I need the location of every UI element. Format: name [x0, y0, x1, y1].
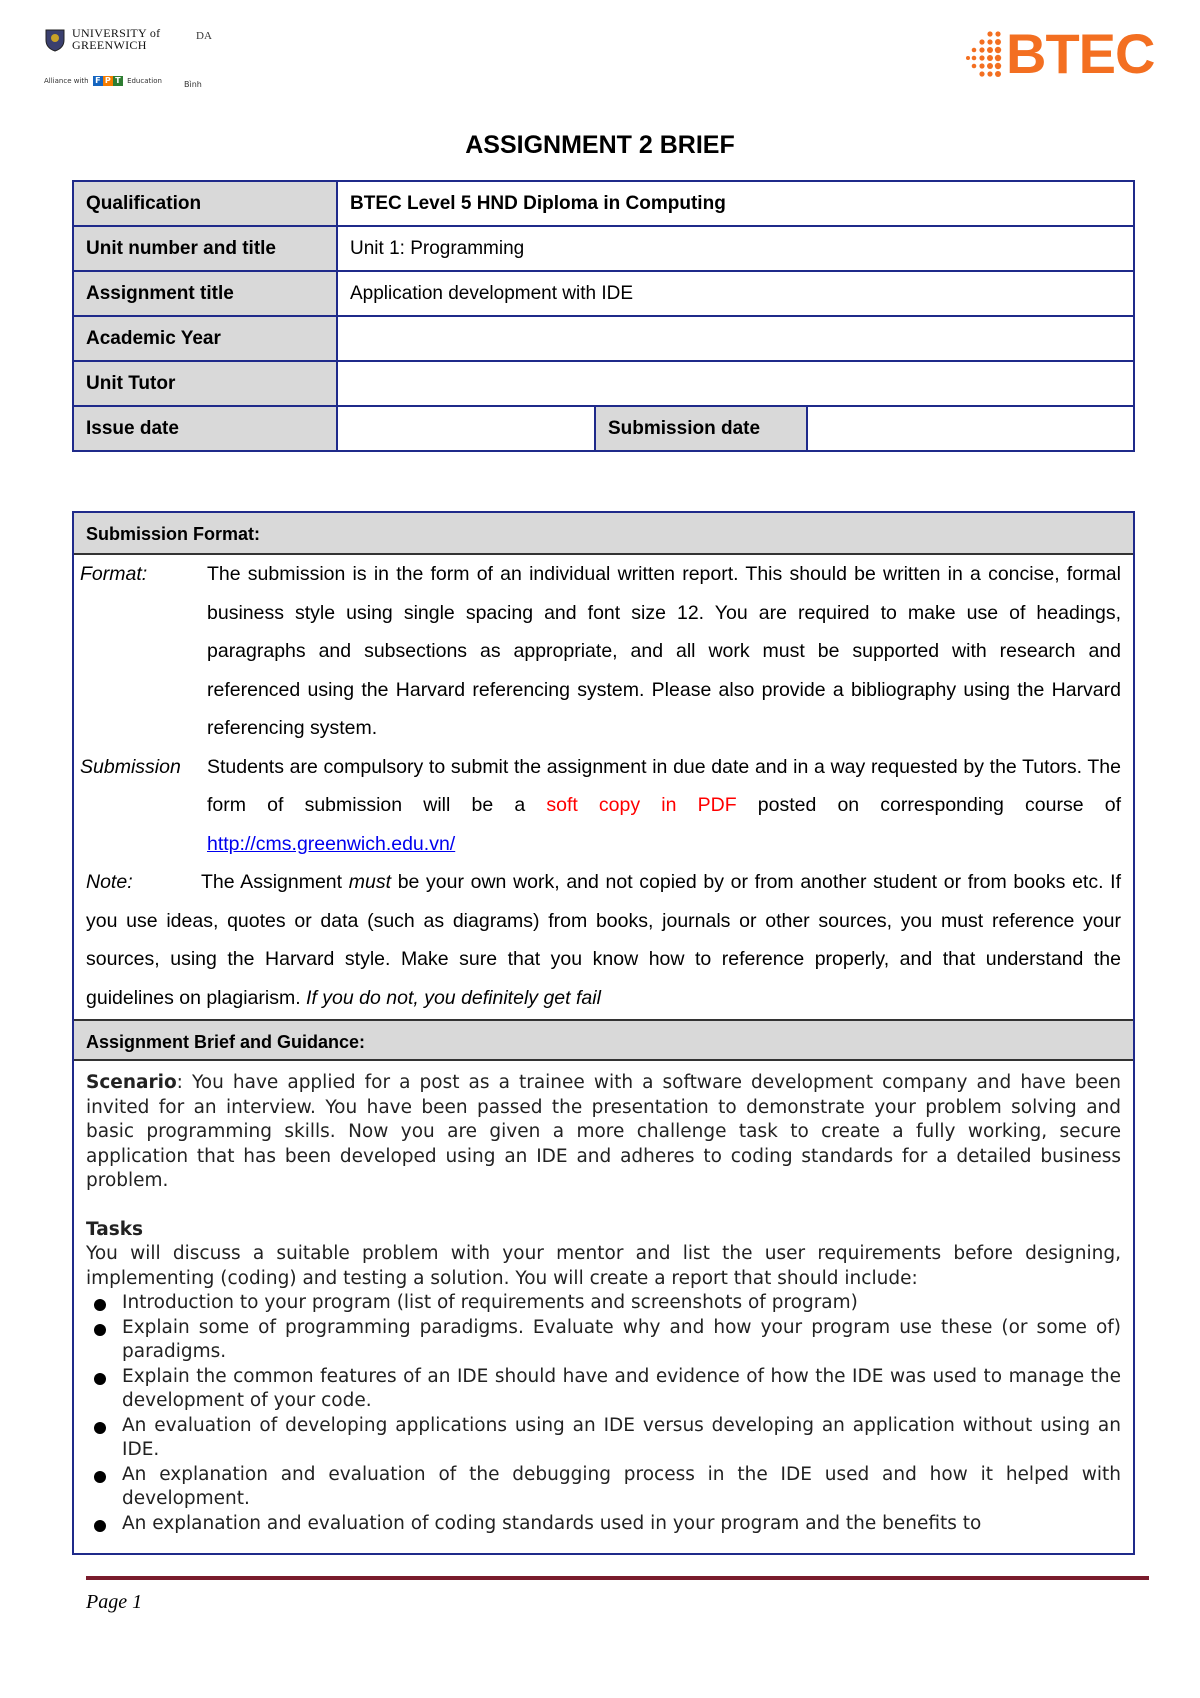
task-item: Introduction to your program (list of requirements and screenshots of program)	[86, 1291, 1121, 1316]
scenario-label: Scenario	[86, 1072, 177, 1093]
bullet-icon	[94, 1520, 106, 1532]
partner-tag-2: Bình	[184, 80, 202, 89]
bullet-icon	[94, 1299, 106, 1311]
info-row-dates	[73, 406, 1134, 451]
soft-copy-highlight: soft copy in PDF	[546, 794, 737, 816]
task-item: An explanation and evaluation of the debugging process in the IDE used and how it helped with development.	[86, 1463, 1121, 1512]
scenario-paragraph: Scenario: You have applied for a post as a trainee with a software development company and have been invited for an interview. You have been passed the presentation to demonstrate your problem solving and basic programming skills. Now you are given a more challenge task to create a fully working, secure application that has been developed using an IDE and adheres to coding standards for a detailed business problem.	[86, 1072, 1121, 1191]
fpt-alliance-line: Alliance with F P T Education	[44, 76, 162, 85]
page-title: ASSIGNMENT 2 BRIEF	[465, 131, 735, 159]
submission-row	[74, 748, 1133, 864]
btec-wordmark: BTEC	[1006, 22, 1155, 85]
task-item: An evaluation of developing applications using an IDE versus developing an application without using an IDE.	[86, 1414, 1121, 1463]
university-crest-icon	[44, 28, 66, 52]
page-number: Page 1	[86, 1591, 143, 1613]
issue-date-value	[337, 406, 595, 451]
submission-date-label: Submission date	[595, 406, 807, 451]
footer-divider	[86, 1576, 1149, 1580]
info-label: Qualification	[73, 181, 337, 226]
btec-logo	[964, 24, 1174, 88]
task-item: An explanation and evaluation of coding standards used in your program and the benefits to	[86, 1512, 1121, 1537]
info-row-unit	[73, 226, 1134, 271]
format-row	[74, 555, 1133, 748]
note-paragraph: Note: The Assignment must be your own work, and not copied by or from another student or from books etc. If you use ideas, quotes or data (such as diagrams) from books, journals or other sources, you must reference your sources, using the Harvard style. Make sure that you know how to reference properly, and that understand the guidelines on plagiarism. If you do not, you definitely get fail	[74, 863, 1133, 1017]
info-value: Application development with IDE	[337, 271, 1134, 316]
bullet-icon	[94, 1422, 106, 1434]
info-label: Unit number and title	[73, 226, 337, 271]
submission-date-value	[807, 406, 1134, 451]
info-row-unit-tutor	[73, 361, 1134, 406]
info-row-qualification	[73, 181, 1134, 226]
submission-format-section	[74, 555, 1133, 1017]
note-label: Note:	[86, 871, 133, 893]
info-row-assignment-title	[73, 271, 1134, 316]
task-item: Explain the common features of an IDE should have and evidence of how the IDE was used to manage the development of your code.	[86, 1365, 1121, 1414]
format-text: The submission is in the form of an individual written report. This should be written in a concise, formal business style using single spacing and font size 12. You are required to make use of headings, paragraphs and subsections as appropriate, and all work must be supported with research and referenced using the Harvard referencing system. Please also provide a bibliography using the Harvard referencing system.	[207, 563, 1121, 739]
university-name: UNIVERSITY of GREENWICH	[72, 26, 161, 52]
format-label: Format:	[80, 563, 148, 585]
info-label: Assignment title	[73, 271, 337, 316]
tasks-heading: Tasks	[86, 1218, 144, 1240]
brief-heading: Assignment Brief and Guidance:	[74, 1019, 1133, 1061]
brief-section	[74, 1061, 1133, 1536]
assignment-info-table	[72, 180, 1135, 452]
info-value: Unit 1: Programming	[337, 226, 1134, 271]
cms-link[interactable]: http://cms.greenwich.edu.vn/	[207, 832, 456, 855]
bullet-icon	[94, 1471, 106, 1483]
bullet-icon	[94, 1373, 106, 1385]
submission-text: Students are compulsory to submit the assignment in due date and in a way requested by the Tutors. The form of submission will be a soft copy in PDF posted on corresponding course of http://cms.greenwich.edu.vn/	[207, 755, 1121, 855]
submission-format-heading: Submission Format:	[74, 513, 1133, 555]
info-label: Unit Tutor	[73, 361, 337, 406]
info-label: Academic Year	[73, 316, 337, 361]
task-item: Explain some of programming paradigms. Evaluate why and how your program use these (or some of) paradigms.	[86, 1316, 1121, 1365]
btec-dots-icon	[964, 30, 1008, 82]
tasks-intro: You will discuss a suitable problem with your mentor and list the user requirements before designing, implementing (coding) and testing a solution. You will create a report that should include:	[86, 1243, 1121, 1289]
fail-warning: If you do not, you definitely get fail	[306, 986, 601, 1009]
university-of-greenwich-logo	[44, 24, 214, 94]
info-row-academic-year	[73, 316, 1134, 361]
info-value	[337, 361, 1134, 406]
info-value: BTEC Level 5 HND Diploma in Computing	[337, 181, 1134, 226]
submission-label: Submission	[80, 755, 181, 778]
info-value	[337, 316, 1134, 361]
fpt-logo: F P T	[93, 76, 123, 86]
task-list	[86, 1291, 1121, 1536]
assignment-details-box	[72, 511, 1135, 1555]
bullet-icon	[94, 1324, 106, 1336]
issue-date-label: Issue date	[73, 406, 337, 451]
partner-tag: DA	[196, 30, 212, 42]
